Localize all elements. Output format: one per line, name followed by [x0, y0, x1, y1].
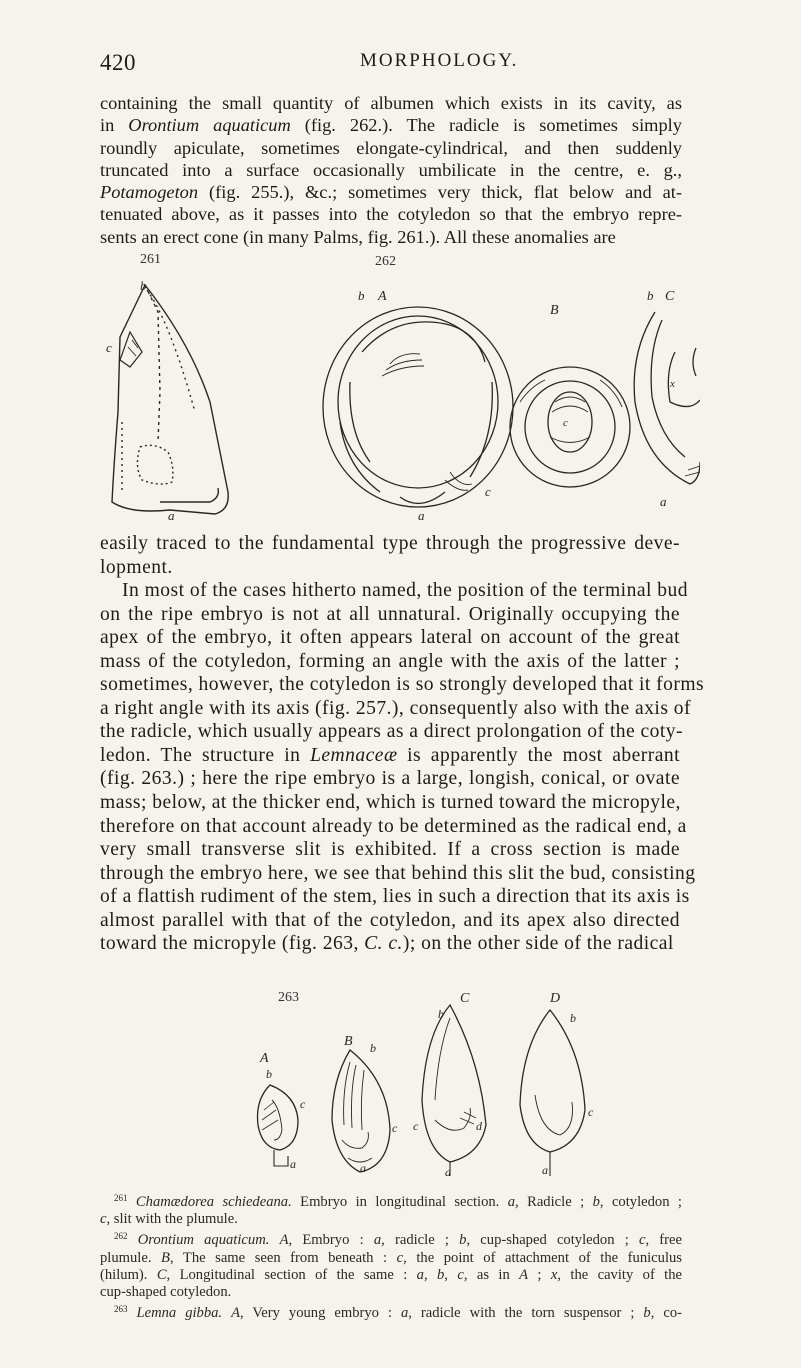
label-a: a: [168, 508, 175, 523]
paragraph-top: [100, 92, 682, 248]
label-a: a: [660, 494, 667, 509]
text-line: apex of the embryo, it often appears lateral on account of the great: [100, 627, 680, 649]
label-c: c: [413, 1119, 419, 1133]
caption-261: $^{261}$ Chamædorea schiedeana. Embryo in longitudinal section. a, Radicle ; b, cotyledon ;: [114, 1193, 682, 1210]
text-line: tenuated above, as it passes into the cotyledon so that the embryo repre-: [100, 204, 682, 225]
caption-line: (hilum). C, Longitudinal section of the same : a, b, c, as in A ; x, the cavity of the: [100, 1266, 683, 1283]
caption-line: cup-shaped cotyledon.: [100, 1284, 232, 1301]
text-line: ledon. The structure in Lemnaceæ is apparently the most aberrant: [100, 744, 680, 766]
label-A: A: [260, 1051, 269, 1066]
label-b: b: [647, 288, 654, 303]
caption-line: plumule. B, The same seen from beneath : c, the point of attachment of the funiculus: [100, 1249, 682, 1266]
embryo-illustrations-top: [100, 252, 700, 524]
page-header: [100, 50, 680, 80]
figure-captions: [100, 1190, 682, 1322]
species-name: Orontium aquaticum: [128, 115, 291, 136]
figure-263: [250, 990, 630, 1176]
paragraph-main: [100, 532, 705, 956]
label-b: b: [358, 288, 365, 303]
caption-line: c, slit with the plumule.: [100, 1211, 238, 1228]
text-line: a right angle with its axis (fig. 257.), consequently also with the axis of: [100, 697, 691, 719]
text-line: sents an erect cone (in many Palms, fig. 261.). All these anomalies are: [100, 226, 616, 247]
label-B: B: [550, 303, 559, 318]
label-a: a: [445, 1165, 451, 1176]
label-b: b: [140, 278, 147, 293]
label-x: x: [670, 378, 675, 390]
label-b: b: [266, 1067, 272, 1081]
label-a: a: [360, 1161, 366, 1175]
label-a: a: [542, 1163, 548, 1176]
figure-number-263: 263: [278, 990, 299, 1005]
text-line: toward the micropyle (fig. 263, C. c.); on the other side of the radical: [100, 933, 674, 955]
label-a: a: [290, 1157, 296, 1171]
text-line: Potamogeton (fig. 255.), &c.; sometimes very thick, flat below and at-: [100, 182, 682, 203]
text-line: sometimes, however, the cotyledon is so strongly developed that it forms: [100, 674, 705, 696]
label-C: C: [665, 289, 675, 304]
running-head: MORPHOLOGY.: [360, 50, 519, 71]
text-line: almost parallel with that of the cotyledon, and its apex also directed: [100, 909, 680, 931]
label-b: b: [370, 1041, 376, 1055]
text-line: truncated into a surface occasionally umbilicate in the centre, e. g.,: [100, 159, 682, 180]
label-D: D: [550, 991, 561, 1006]
embryo-illustrations-bottom: [250, 990, 630, 1176]
genus-name: Potamogeton: [100, 182, 199, 203]
label-c: c: [300, 1097, 306, 1111]
text-line: therefore on that account already to be determined as the radical end, a: [100, 815, 687, 837]
caption-262: $^{262}$ Orontium aquaticum. A, Embryo : a, radicle ; b, cup-shaped cotyledon ; c, free: [114, 1231, 682, 1249]
text-line: containing the small quantity of albumen which exists in its cavity, as: [100, 93, 682, 113]
text-line: (fig. 263.) ; here the ripe embryo is a large, longish, conical, or ovate: [100, 768, 680, 790]
text-line: mass of the cotyledon, forming an angle with the axis of the latter ;: [100, 650, 680, 672]
page-number: 420: [100, 50, 136, 75]
text-line: through the embryo here, we see that behind this slit the bud, consisting: [100, 862, 696, 884]
text-line: the radicle, which usually appears as a direct prolongation of the coty-: [100, 721, 684, 743]
label-c: c: [485, 484, 491, 499]
label-B: B: [344, 1034, 353, 1049]
figure-number-262: 262: [375, 254, 396, 269]
label-c: c: [106, 340, 112, 355]
text-line: mass; below, at the thicker end, which is turned toward the micropyle,: [100, 792, 681, 814]
figures-261-262: [100, 252, 700, 524]
label-c: c: [392, 1121, 398, 1135]
text-line: on the ripe embryo is not at all unnatural. Originally occupying the: [100, 603, 680, 625]
text-line: roundly apiculate, sometimes elongate-cylindrical, and then suddenly: [100, 137, 682, 158]
text-line: easily traced to the fundamental type through the progressive deve-: [100, 533, 680, 554]
label-A: A: [378, 289, 387, 304]
family-name: Lemnaceæ: [310, 744, 398, 766]
label-a: a: [418, 508, 425, 523]
text-line: In most of the cases hitherto named, the position of the terminal bud: [122, 580, 688, 602]
caption-263: $^{263}$ Lemna gibba. A, Very young embryo : a, radicle with the torn suspensor ; b, co-: [114, 1304, 682, 1322]
label-c: c: [563, 417, 568, 429]
label-c: c: [588, 1105, 594, 1119]
label-b: b: [570, 1011, 576, 1025]
text-line: of a flattish rudiment of the stem, lies in such a direction that its axis is: [100, 886, 690, 908]
text-line: lopment.: [100, 556, 173, 578]
label-C: C: [460, 991, 470, 1006]
label-d: d: [476, 1119, 482, 1133]
figure-number-261: 261: [140, 252, 161, 267]
text-line: very small transverse slit is exhibited. If a cross section is made: [100, 839, 680, 861]
text-line: in Orontium aquaticum (fig. 262.). The radicle is sometimes simply: [100, 115, 682, 136]
label-b: b: [438, 1007, 444, 1021]
